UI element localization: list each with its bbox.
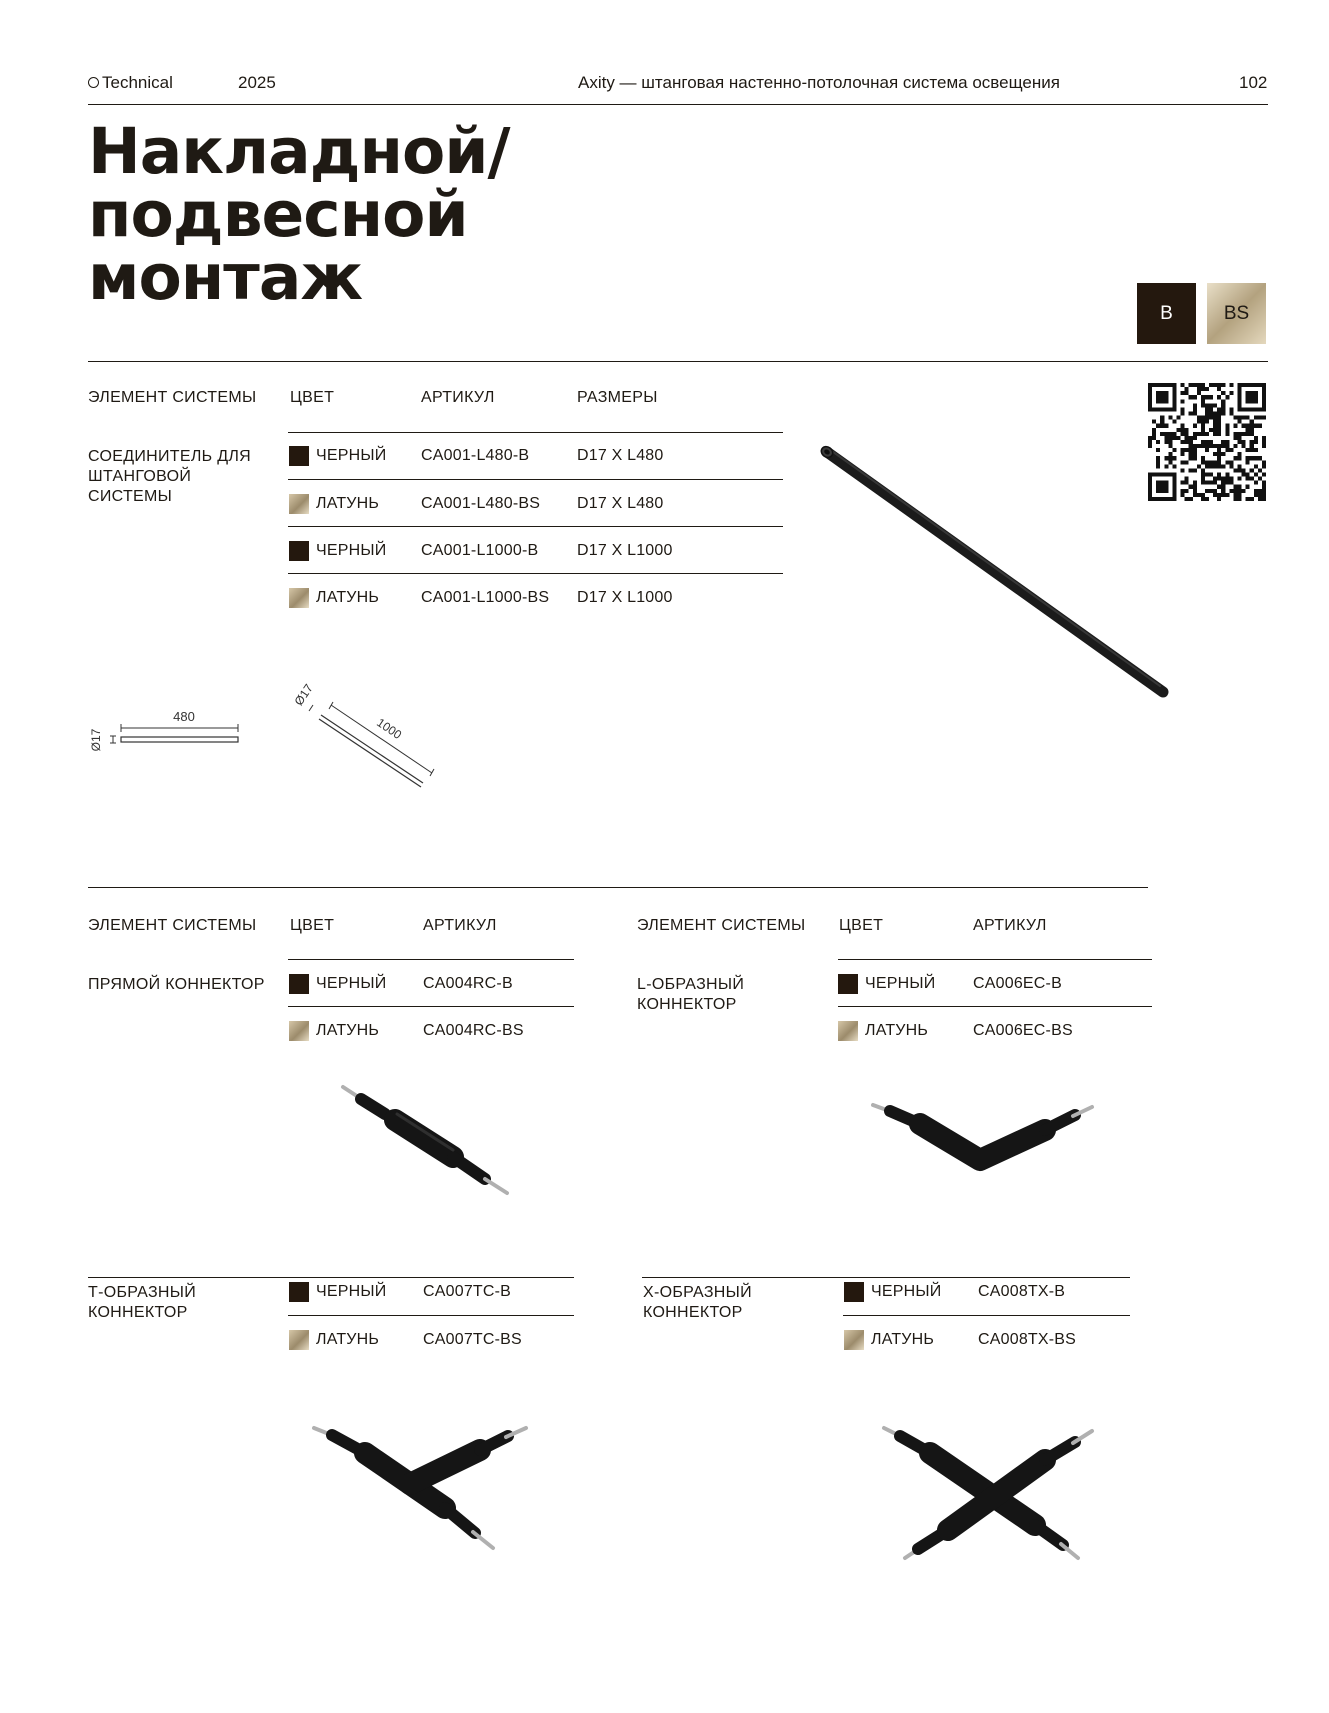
finish-swatch-black: B	[1137, 283, 1196, 344]
color-swatch-black	[289, 541, 309, 561]
l-connector-image	[870, 1090, 1095, 1190]
row-color: ЧЕРНЫЙ	[316, 447, 387, 464]
table-rule	[838, 959, 1152, 960]
color-swatch-black	[289, 1282, 309, 1302]
table-rule	[288, 432, 783, 433]
col-header-color: ЦВЕТ	[839, 917, 884, 934]
header-year: 2025	[238, 73, 276, 92]
table-rule	[288, 526, 783, 527]
col-header-element: ЭЛЕМЕНТ СИСТЕМЫ	[88, 389, 257, 406]
row-article: CA004RC-BS	[423, 1022, 524, 1039]
color-swatch-black	[289, 974, 309, 994]
row-article: CA004RC-B	[423, 975, 513, 992]
table-rule	[642, 1277, 1130, 1278]
dimension-drawing-1000	[291, 681, 445, 790]
color-swatch-brass	[289, 1021, 309, 1041]
table-rule	[288, 479, 783, 480]
row-article: CA007TC-B	[423, 1283, 512, 1300]
connector-name-straight: ПРЯМОЙ КОННЕКТОР	[88, 976, 265, 993]
dimension-length: 1000	[374, 715, 405, 742]
color-swatch-brass	[289, 494, 309, 514]
title-line: Накладной/	[88, 115, 510, 188]
col-header-element: ЭЛЕМЕНТ СИСТЕМЫ	[88, 917, 257, 934]
connector-name-t: Т-ОБРАЗНЫЙ КОННЕКТОР	[88, 1284, 197, 1321]
row-color: ЛАТУНЬ	[316, 1331, 380, 1348]
x-connector-image	[880, 1420, 1100, 1570]
circle-icon	[88, 77, 99, 88]
row-article: CA007TC-BS	[423, 1331, 522, 1348]
row-size: D17 X L480	[577, 447, 664, 464]
table-rule	[288, 1315, 574, 1316]
rod-product-image	[815, 440, 1175, 705]
header-divider	[88, 104, 1268, 105]
row-color: ЛАТУНЬ	[316, 589, 380, 606]
row-color: ЛАТУНЬ	[871, 1331, 935, 1348]
title-line: монтаж	[88, 241, 363, 314]
row-article: CA006EC-B	[973, 975, 1062, 992]
row-article: CA008TX-B	[978, 1283, 1066, 1300]
table-rule	[88, 1277, 574, 1278]
row-size: D17 X L1000	[577, 542, 673, 559]
table-rule	[838, 1006, 1152, 1007]
row-article: CA006EC-BS	[973, 1022, 1073, 1039]
header-section-label: Technical	[102, 73, 173, 92]
dimension-length: 480	[173, 709, 195, 724]
row-color: ЧЕРНЫЙ	[316, 1283, 387, 1300]
table-rule	[288, 1006, 574, 1007]
row-color: ЧЕРНЫЙ	[865, 975, 936, 992]
dimension-diameter: Ø17	[89, 728, 103, 752]
connector-name-l: L-ОБРАЗНЫЙ КОННЕКТОР	[637, 976, 745, 1013]
finish-swatch-brass: BS	[1207, 283, 1266, 344]
col-header-article: АРТИКУЛ	[421, 389, 495, 406]
col-header-size: РАЗМЕРЫ	[577, 389, 658, 406]
color-swatch-black	[289, 446, 309, 466]
section-divider	[88, 361, 1268, 362]
table-rule	[288, 959, 574, 960]
row-article: CA001-L1000-BS	[421, 589, 550, 606]
color-swatch-brass	[289, 588, 309, 608]
row-article: CA001-L480-B	[421, 447, 530, 464]
col-header-element: ЭЛЕМЕНТ СИСТЕМЫ	[637, 917, 806, 934]
row-article: CA008TX-BS	[978, 1331, 1077, 1348]
row-article: CA001-L480-BS	[421, 495, 541, 512]
row-color: ЛАТУНЬ	[865, 1022, 929, 1039]
table-rule	[288, 573, 783, 574]
row-color: ЧЕРНЫЙ	[316, 542, 387, 559]
element-name: СОЕДИНИТЕЛЬ ДЛЯ ШТАНГОВОЙ СИСТЕМЫ	[88, 448, 251, 505]
row-size: D17 X L1000	[577, 589, 673, 606]
color-swatch-brass	[844, 1330, 864, 1350]
col-header-color: ЦВЕТ	[290, 389, 335, 406]
row-color: ЛАТУНЬ	[316, 1022, 380, 1039]
row-article: CA001-L1000-B	[421, 542, 539, 559]
row-color: ЛАТУНЬ	[316, 495, 380, 512]
col-header-color: ЦВЕТ	[290, 917, 335, 934]
dimension-diameter: Ø17	[291, 681, 316, 709]
connector-name-x: Х-ОБРАЗНЫЙ КОННЕКТОР	[643, 1284, 752, 1321]
color-swatch-black	[838, 974, 858, 994]
straight-connector-image	[335, 1070, 520, 1210]
title-line: подвесной	[88, 178, 468, 251]
color-swatch-brass	[289, 1330, 309, 1350]
header-subtitle: Axity — штанговая настенно-потолочная система освещения	[578, 73, 1060, 92]
t-connector-image	[310, 1420, 535, 1565]
table-rule	[843, 1315, 1130, 1316]
row-size: D17 X L480	[577, 495, 664, 512]
row-color: ЧЕРНЫЙ	[871, 1283, 942, 1300]
page-title	[88, 115, 510, 314]
row-color: ЧЕРНЫЙ	[316, 975, 387, 992]
col-header-article: АРТИКУЛ	[423, 917, 497, 934]
header-section	[88, 73, 173, 93]
page-number: 102	[1239, 73, 1268, 92]
dimension-drawing-480	[88, 700, 248, 765]
col-header-article: АРТИКУЛ	[973, 917, 1047, 934]
color-swatch-black	[844, 1282, 864, 1302]
color-swatch-brass	[838, 1021, 858, 1041]
section-divider	[88, 887, 1148, 888]
